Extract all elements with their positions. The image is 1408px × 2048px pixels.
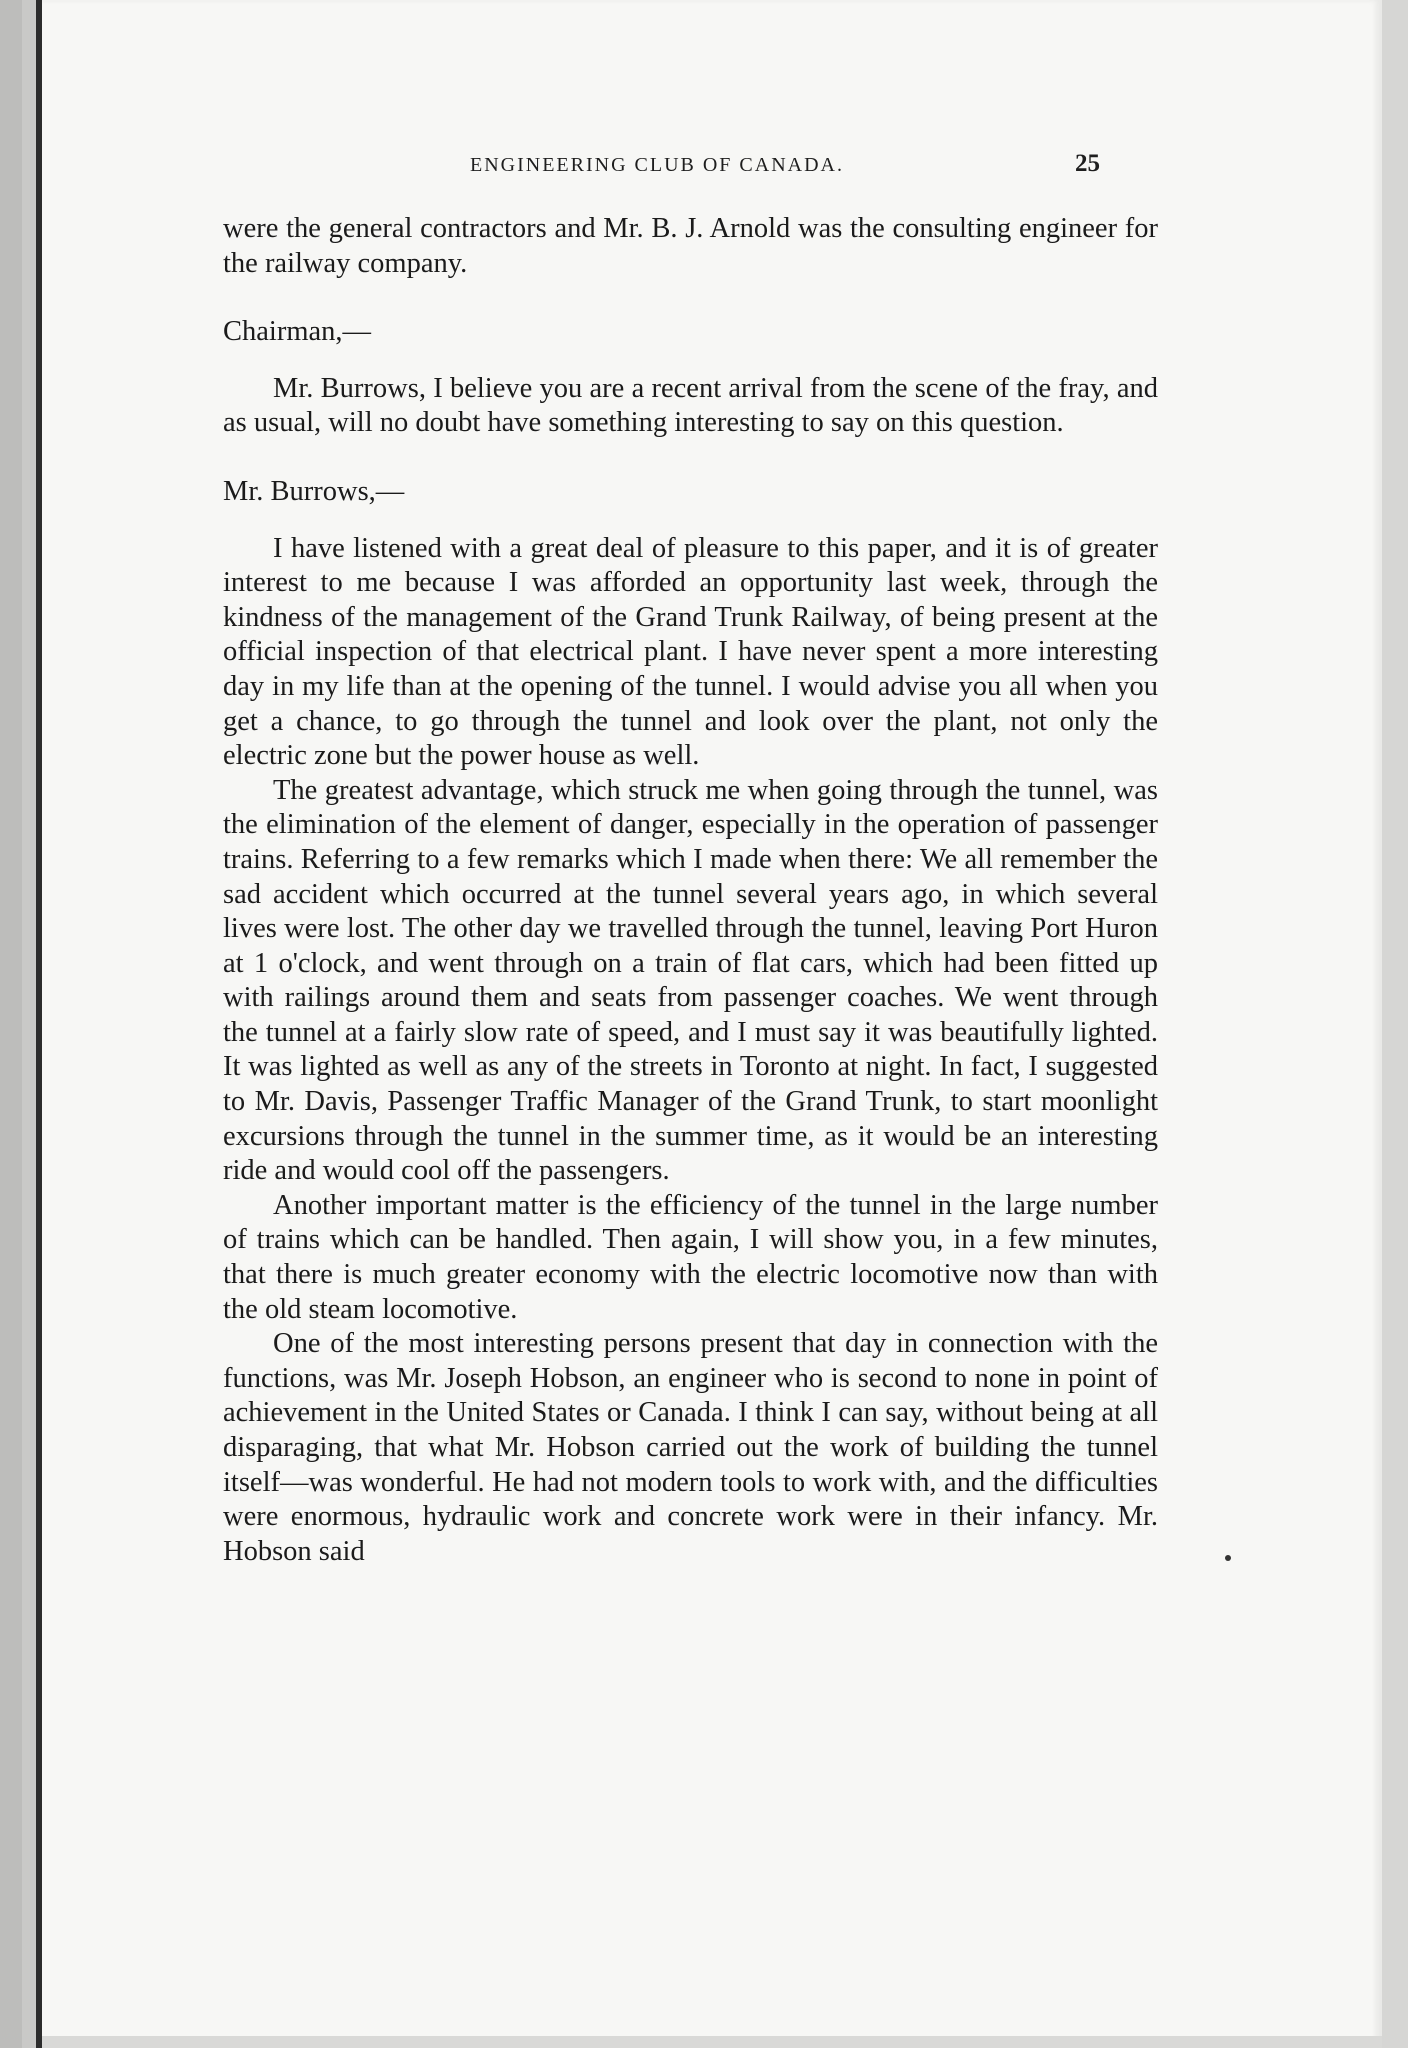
body-text [223,212,1158,1569]
paragraph-chairman-remark: Mr. Burrows, I believe you are a recent arrival from the scene of the fray, and as usual, will no doubt have something interesting to say on this question. [223,372,1158,439]
speaker-burrows: Mr. Burrows,— [223,475,405,507]
speaker-chairman: Chairman,— [223,316,372,348]
bottom-page-edge [42,2036,1382,2048]
paragraph-burrows-1: I have listened with a great deal of pleasure to this paper, and it is of greater interest to me because I was afforded an opportunity last week, through the kindness of the management of the Grand Trunk Railway, of being present at the official inspection of that electrical plant. I have never spent a more interesting day in my life than at the opening of the tunnel. I would advise you all when you get a chance, to go through the tunnel and look over the plant, not only the electric zone but the power house as well. [223,532,1158,772]
scan-speck [1225,1555,1231,1561]
paragraph-burrows-2: The greatest advantage, which struck me when going through the tunnel, was the elimination of the element of danger, especially in the operation of passenger trains. Referring to a few remarks which I made when there: We all remember the sad accident which occurred at the tunnel several years ago, in which several lives were lost. The other day we travelled through the tunnel, leaving Port Huron at 1 o'clock, and went through on a train of flat cars, which had been fitted up with railings around them and seats from passenger coaches. We went through the tunnel at a fairly slow rate of speed, and I must say it was beautifully lighted. It was lighted as well as any of the streets in Toronto at night. In fact, I suggested to Mr. Davis, Passenger Traffic Manager of the Grand Trunk, to start moonlight excursions through the tunnel in the summer time, as it would be an interesting ride and would cool off the passengers. [223,774,1158,1187]
page-header [250,150,1160,190]
running-head: ENGINEERING CLUB OF CANADA. [470,154,844,176]
paragraph-burrows-4: One of the most interesting persons present that day in connection with the functions, was Mr. Joseph Hobson, an engineer who is second to none in point of achievement in the United States or Canada. I think I can say, without being at all disparaging, that what Mr. Hobson carried out the work of building the tunnel itself—was wonderful. He had not modern tools to work with, and the difficulties were enormous, hydraulic work and concrete work were in their infancy. Mr. Hobson said [223,1328,1158,1567]
page-number: 25 [1075,150,1100,177]
right-page-edge [1382,0,1408,2048]
left-page-edge [0,0,22,2048]
paragraph-continued: were the general contractors and Mr. B. J. Arnold was the consulting engineer for the railway company. [223,213,1158,279]
paragraph-burrows-3: Another important matter is the efficiency of the tunnel in the large number of trains which can be handled. Then again, I will show you, in a few minutes, that there is much greater economy with the electric locomotive now than with the old steam locomotive. [223,1189,1158,1325]
